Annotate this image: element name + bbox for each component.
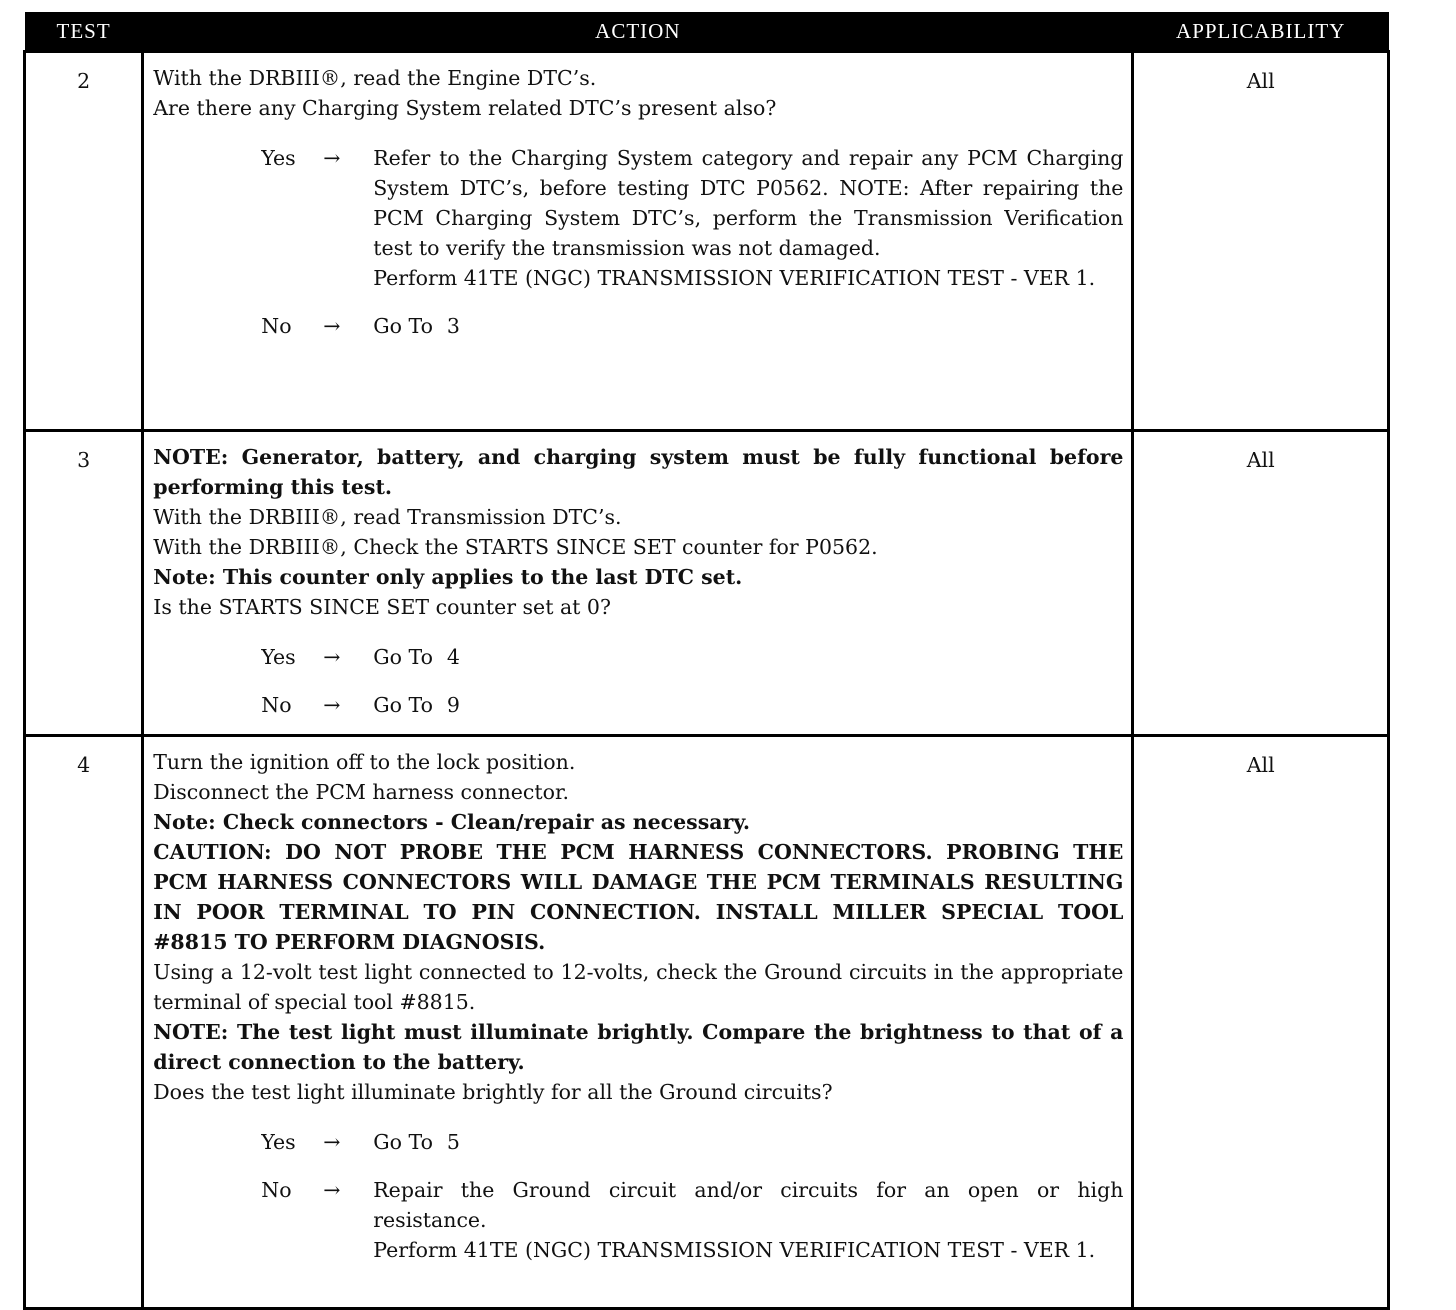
caution-line: CAUTION: DO NOT PROBE THE PCM HARNESS CONNECTORS. PROBING THE PCM HARNESS CONNECTORS WILL DAMAGE THE PCM TERMINALS RESULTING IN POOR TERMINAL TO PIN CONNECTION. INSTALL MILLER SPECIAL TOOL #8815 TO PERFORM DIAGNOSIS. xyxy=(153,840,1124,954)
goto-label: Go To xyxy=(373,645,433,669)
action-line: With the DRBIII®, read Transmission DTC’s. xyxy=(153,505,622,529)
yes-result-text-2: Perform 41TE (NGC) TRANSMISSION VERIFICATION TEST - VER 1. xyxy=(373,266,1096,290)
yes-branch xyxy=(153,1127,1123,1157)
diagnostic-test-table xyxy=(23,12,1390,1310)
action-line: Using a 12-volt test light connected to 12-volts, check the Ground circuits in the appropriate terminal of special tool #8815. xyxy=(153,960,1124,1014)
note-line: NOTE: The test light must illuminate brightly. Compare the brightness to that of a direct connection to the battery. xyxy=(153,1020,1124,1074)
table-header-row xyxy=(25,12,1389,52)
action-cell xyxy=(143,52,1133,431)
table-row xyxy=(25,736,1389,1309)
arrow-icon: → xyxy=(323,1130,341,1154)
goto-target: 9 xyxy=(446,693,460,717)
applicability-cell: All xyxy=(1133,736,1389,1309)
action-line: With the DRBIII®, Check the STARTS SINCE SET counter for P0562. xyxy=(153,535,878,559)
no-label: No xyxy=(261,1178,292,1202)
test-number: 4 xyxy=(25,736,143,1309)
arrow-icon: → xyxy=(323,645,341,669)
yes-result-text: Refer to the Charging System category and repair any PCM Charging System DTC’s, before testing DTC P0562. NOTE: After repairing the PCM Charging System DTC’s, perform the Transmission Verification test to verify the transmission was not damaged. xyxy=(373,146,1124,260)
table-row xyxy=(25,52,1389,431)
arrow-icon: → xyxy=(323,1178,341,1202)
arrow-icon: → xyxy=(323,314,341,338)
no-branch xyxy=(153,311,1123,341)
no-result xyxy=(373,311,1123,341)
no-label: No xyxy=(261,693,292,717)
applicability-cell: All xyxy=(1133,52,1389,431)
test-number: 3 xyxy=(25,431,143,736)
note-line: NOTE: Generator, battery, and charging system must be fully functional before performing this test. xyxy=(153,445,1124,499)
yes-result xyxy=(373,1127,1123,1157)
header-applicability: APPLICABILITY xyxy=(1133,12,1389,52)
yes-result xyxy=(373,642,1123,672)
yes-label: Yes xyxy=(261,1130,296,1154)
yes-label: Yes xyxy=(261,645,296,669)
table-row xyxy=(25,431,1389,736)
applicability-cell: All xyxy=(1133,431,1389,736)
yes-label: Yes xyxy=(261,146,296,170)
note-line: Note: Check connectors - Clean/repair as necessary. xyxy=(153,810,751,834)
test-number: 2 xyxy=(25,52,143,431)
arrow-icon: → xyxy=(323,693,341,717)
goto-label: Go To xyxy=(373,314,433,338)
no-result xyxy=(373,690,1123,720)
goto-label: Go To xyxy=(373,693,433,717)
action-line: Disconnect the PCM harness connector. xyxy=(153,780,570,804)
no-result xyxy=(373,1175,1123,1265)
yes-branch xyxy=(153,143,1123,293)
action-line: With the DRBIII®, read the Engine DTC’s. xyxy=(153,66,597,90)
no-result-text: Repair the Ground circuit and/or circuits for an open or high resistance. xyxy=(373,1178,1124,1232)
arrow-icon: → xyxy=(323,146,341,170)
goto-label: Go To xyxy=(373,1130,433,1154)
action-line: Is the STARTS SINCE SET counter set at 0? xyxy=(153,595,611,619)
no-result-text-2: Perform 41TE (NGC) TRANSMISSION VERIFICATION TEST - VER 1. xyxy=(373,1238,1096,1262)
action-line: Turn the ignition off to the lock position. xyxy=(153,750,576,774)
no-label: No xyxy=(261,314,292,338)
goto-target: 3 xyxy=(446,314,460,338)
action-cell xyxy=(143,736,1133,1309)
yes-branch xyxy=(153,642,1123,672)
action-line: Does the test light illuminate brightly for all the Ground circuits? xyxy=(153,1080,833,1104)
header-action: ACTION xyxy=(143,12,1133,52)
goto-target: 4 xyxy=(446,645,460,669)
note-line: Note: This counter only applies to the last DTC set. xyxy=(153,565,743,589)
no-branch xyxy=(153,1175,1123,1265)
action-line: Are there any Charging System related DTC’s present also? xyxy=(153,96,777,120)
action-cell xyxy=(143,431,1133,736)
goto-target: 5 xyxy=(446,1130,460,1154)
header-test: TEST xyxy=(25,12,143,52)
yes-result xyxy=(373,143,1123,293)
no-branch xyxy=(153,690,1123,720)
